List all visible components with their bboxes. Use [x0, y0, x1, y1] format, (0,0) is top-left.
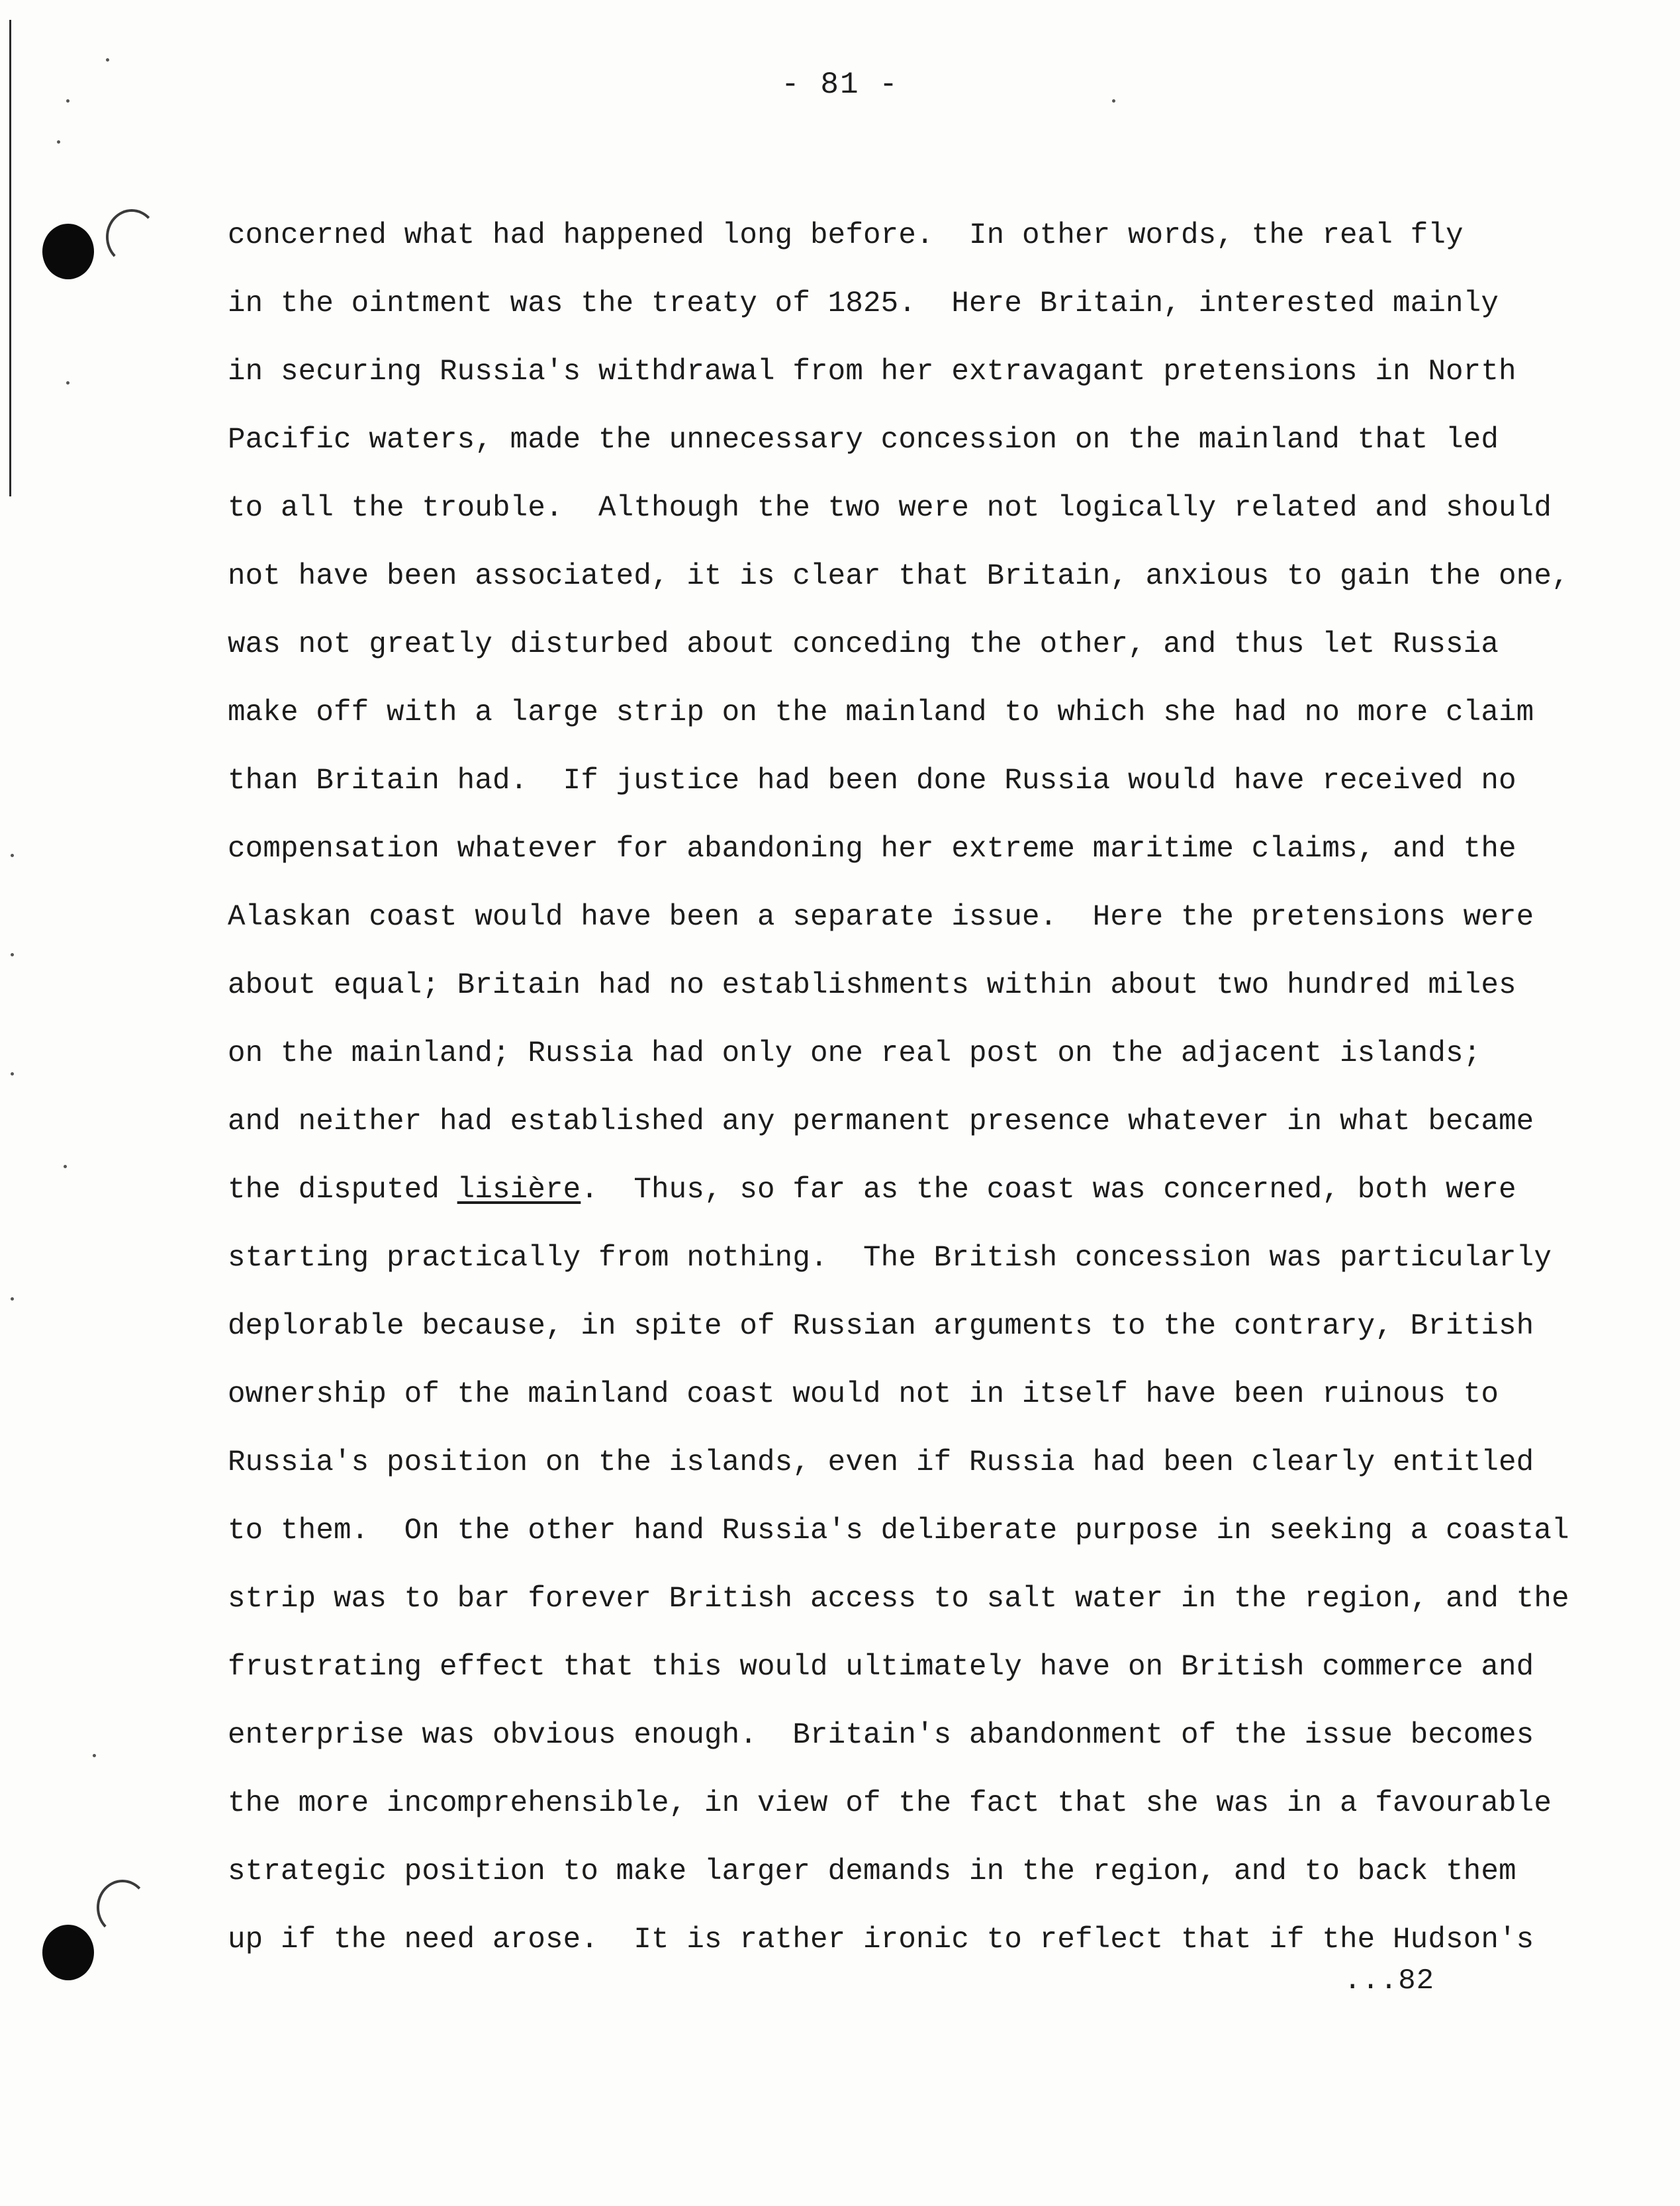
text-line: ownership of the mainland coast would not in itself have been ruinous to [228, 1378, 1499, 1411]
text-line: to them. On the other hand Russia's deliberate purpose in seeking a coastal [228, 1514, 1569, 1547]
punch-hole-ring-icon [106, 209, 158, 265]
text-line: on the mainland; Russia had only one real post on the adjacent islands; [228, 1037, 1481, 1070]
text-line: starting practically from nothing. The British concession was particularly [228, 1242, 1552, 1275]
text-line: in securing Russia's withdrawal from her extravagant pretensions in North [228, 355, 1517, 389]
text-line: frustrating effect that this would ultimately have on British commerce and [228, 1651, 1534, 1684]
text-line: Russia's position on the islands, even if Russia had been clearly entitled [228, 1446, 1534, 1479]
text-line-with-emphasis [228, 1156, 1578, 1224]
text-line: deplorable because, in spite of Russian arguments to the contrary, British [228, 1310, 1534, 1343]
text-line: Pacific waters, made the unnecessary concession on the mainland that led [228, 424, 1499, 457]
underlined-term: lisière [457, 1173, 581, 1207]
text-line: make off with a large strip on the mainland to which she had no more claim [228, 696, 1534, 729]
text-line: about equal; Britain had no establishments within about two hundred miles [228, 969, 1517, 1002]
text-line: not have been associated, it is clear that Britain, anxious to gain the one, [228, 560, 1569, 593]
scan-speck [106, 58, 109, 62]
text-segment: . Thus, so far as the coast was concerned, both were [581, 1173, 1517, 1207]
scan-speck [11, 953, 14, 956]
text-line: enterprise was obvious enough. Britain's abandonment of the issue becomes [228, 1719, 1534, 1752]
text-line: concerned what had happened long before. In other words, the real fly [228, 219, 1464, 252]
scan-speck [11, 854, 14, 857]
scan-speck [66, 381, 70, 385]
text-line: and neither had established any permanent presence whatever in what became [228, 1105, 1534, 1138]
text-line: the more incomprehensible, in view of the fact that she was in a favourable [228, 1787, 1552, 1820]
body-text [228, 202, 1578, 1974]
text-line: strip was to bar forever British access to salt water in the region, and the [228, 1583, 1569, 1616]
punch-hole-icon [42, 224, 94, 279]
text-line: was not greatly disturbed about conceding the other, and thus let Russia [228, 628, 1499, 661]
page-number: - 81 - [781, 68, 899, 102]
scan-speck [57, 140, 60, 144]
scan-speck [11, 1072, 14, 1076]
text-line: to all the trouble. Although the two were not logically related and should [228, 492, 1552, 525]
text-line: compensation whatever for abandoning her extreme maritime claims, and the [228, 833, 1517, 866]
scan-speck [64, 1165, 67, 1168]
text-line: than Britain had. If justice had been done Russia would have received no [228, 764, 1517, 798]
text-line: in the ointment was the treaty of 1825. Here Britain, interested mainly [228, 287, 1499, 320]
text-segment: the disputed [228, 1173, 457, 1207]
catchword-next-page: ...82 [1344, 1964, 1435, 1998]
punch-hole-ring-icon [97, 1880, 148, 1935]
punch-hole-icon [42, 1925, 94, 1980]
text-line: strategic position to make larger demands in the region, and to back them [228, 1855, 1517, 1888]
text-line: Alaskan coast would have been a separate issue. Here the pretensions were [228, 901, 1534, 934]
scan-speck [11, 1297, 14, 1301]
text-line: up if the need arose. It is rather ironic to reflect that if the Hudson's [228, 1923, 1534, 1956]
scan-speck [93, 1754, 96, 1757]
